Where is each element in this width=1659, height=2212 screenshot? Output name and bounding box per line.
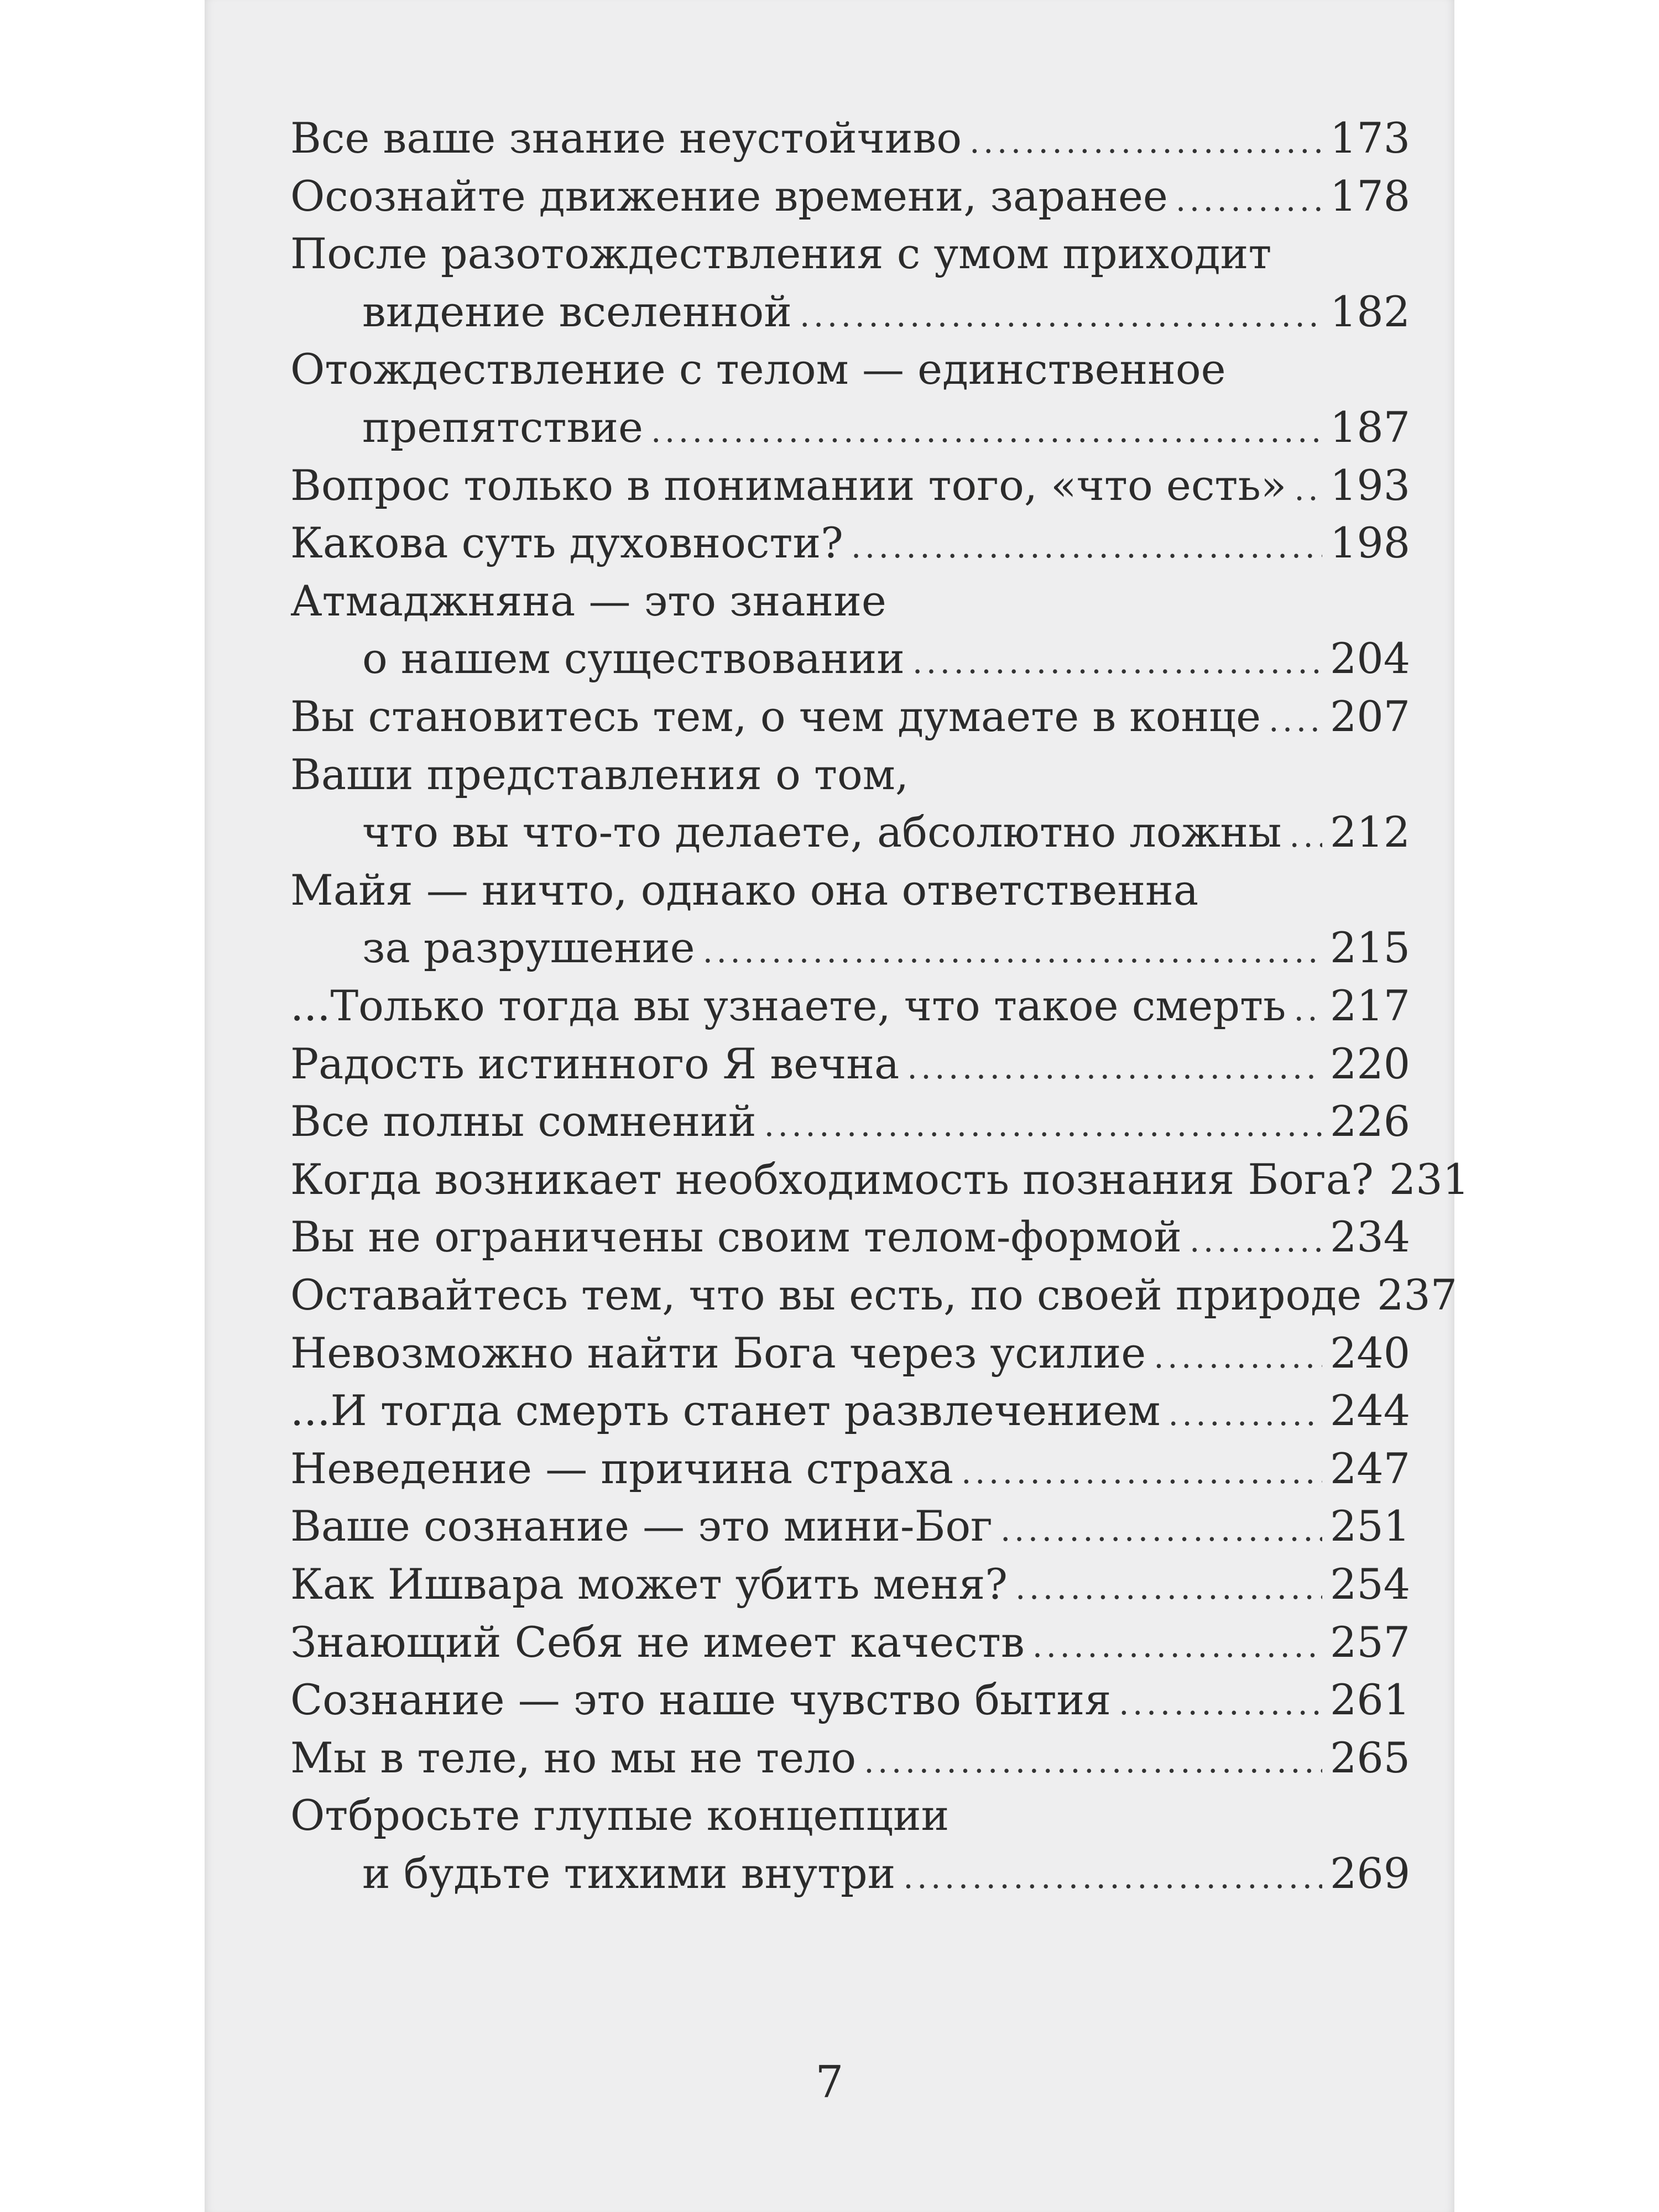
toc-entry-title: Все ваше знание неустойчиво: [290, 113, 962, 163]
toc-entry-title: Ваши представления о том,: [290, 750, 909, 799]
toc-entry-page: 254: [1330, 1559, 1411, 1609]
toc-entry-page: 261: [1330, 1675, 1411, 1724]
toc-entry: [290, 919, 1411, 977]
toc-entry: [290, 283, 1411, 341]
toc-entry-title: Осознайте движение времени, заранее: [290, 171, 1168, 221]
toc-entry: [290, 1208, 1411, 1266]
toc-entry-page: 198: [1330, 518, 1411, 567]
toc-entry: [290, 1729, 1411, 1787]
toc-entry: [290, 688, 1411, 745]
dot-leader: [764, 1096, 1322, 1154]
toc-entry-page: 265: [1330, 1733, 1411, 1782]
toc-entry-title: Знающий Себя не имеет качеств: [290, 1618, 1025, 1667]
toc-entry: [290, 862, 1396, 919]
toc-entry: [290, 1671, 1411, 1729]
toc-entry-page: 178: [1330, 171, 1411, 221]
toc-entry: [290, 1035, 1411, 1093]
dot-leader: [1015, 1559, 1322, 1616]
toc-entry: [290, 1556, 1411, 1613]
table-of-contents: [205, 0, 1469, 2101]
dot-leader: [1168, 1385, 1322, 1443]
toc-entry: [290, 514, 1411, 572]
toc-entry: [290, 1614, 1411, 1671]
toc-entry-page: 231: [1389, 1155, 1469, 1204]
toc-entry-title: ...Только тогда вы узнаете, что такое смерть: [290, 981, 1286, 1030]
toc-entry-title: препятствие: [362, 403, 643, 452]
dot-leader: [1293, 980, 1322, 1038]
toc-entry: [290, 746, 1396, 804]
toc-entry-title: Атмаджняна — это знание: [290, 576, 886, 625]
toc-entry-title: Отождествление с телом — единственное: [290, 345, 1226, 394]
toc-entry: [290, 572, 1396, 630]
book-page: [205, 0, 1469, 2212]
dot-leader: [851, 518, 1322, 575]
dot-leader: [961, 1443, 1322, 1501]
toc-entry-title: Ваше сознание — это мини-Бог: [290, 1501, 993, 1551]
toc-entry: [290, 1382, 1411, 1439]
toc-entry-title: Оставайтесь тем, что вы есть, по своей природе: [290, 1270, 1362, 1319]
dot-leader: [1190, 1212, 1322, 1269]
toc-entry-title: Вопрос только в понимании того, «что есть»: [290, 461, 1287, 510]
toc-entry-page: 207: [1330, 692, 1411, 741]
toc-entry-page: 251: [1330, 1501, 1411, 1551]
toc-entry-title: Мы в теле, но мы не тело: [290, 1733, 857, 1782]
dot-leader: [1032, 1617, 1322, 1674]
toc-entry-page: 237: [1377, 1270, 1458, 1319]
dot-leader: [651, 402, 1322, 460]
toc-entry: [290, 1266, 1458, 1324]
toc-entry: [290, 977, 1411, 1035]
toc-entry-page: 182: [1330, 287, 1411, 336]
toc-entry: [290, 1324, 1411, 1382]
toc-entry-page: 234: [1330, 1212, 1411, 1261]
dot-leader: [912, 633, 1322, 691]
toc-entry-page: 204: [1330, 634, 1411, 683]
toc-entry-page: 240: [1330, 1328, 1411, 1378]
dot-leader: [1294, 460, 1322, 518]
toc-entry-page: 217: [1330, 981, 1411, 1030]
dot-leader: [1000, 1501, 1322, 1558]
toc-entry: [290, 341, 1396, 398]
toc-entry-title: что вы что-то делаете, абсолютно ложны: [362, 807, 1282, 857]
toc-entry: [290, 1151, 1469, 1208]
dot-leader: [800, 286, 1322, 344]
dot-leader: [907, 1039, 1322, 1096]
toc-entry-title: видение вселенной: [362, 287, 792, 336]
toc-entry: [290, 630, 1411, 687]
toc-entry-title: Сознание — это наше чувство бытия: [290, 1675, 1112, 1724]
toc-entry: [290, 168, 1411, 225]
toc-entry-page: 212: [1330, 807, 1411, 857]
toc-entry-title: Невозможно найти Бога через усилие: [290, 1328, 1146, 1378]
toc-entry: [290, 109, 1411, 167]
toc-entry-page: 173: [1330, 113, 1411, 163]
toc-entry-title: Какова суть духовности?: [290, 518, 843, 567]
toc-entry-page: 220: [1330, 1039, 1411, 1088]
toc-entry-page: 187: [1330, 403, 1411, 452]
toc-entry: [290, 1093, 1411, 1150]
toc-entry-page: 244: [1330, 1386, 1411, 1435]
toc-entry-page: 215: [1330, 923, 1411, 972]
toc-entry: [290, 225, 1396, 283]
toc-entry-title: за разрушение: [362, 923, 695, 972]
toc-entry-title: Вы не ограничены своим телом-формой: [290, 1212, 1182, 1261]
toc-entry: [290, 804, 1411, 861]
dot-leader: [1119, 1674, 1322, 1732]
toc-entry-title: Отбросьте глупые концепции: [290, 1791, 950, 1840]
toc-entry-page: 193: [1330, 461, 1411, 510]
toc-entry: [290, 1845, 1411, 1902]
toc-entry-page: 257: [1330, 1618, 1411, 1667]
toc-entry-title: о нашем существовании: [362, 634, 905, 683]
dot-leader: [1290, 807, 1322, 864]
toc-entry-title: Когда возникает необходимость познания Бога?: [290, 1155, 1374, 1204]
dot-leader: [903, 1848, 1322, 1906]
toc-entry: [290, 1498, 1411, 1555]
toc-entry: [290, 399, 1411, 456]
dot-leader: [969, 113, 1322, 170]
toc-entry: [290, 457, 1411, 514]
dot-leader: [1176, 171, 1322, 228]
toc-entry-title: Радость истинного Я вечна: [290, 1039, 900, 1088]
page-number: 7: [815, 2056, 844, 2107]
toc-entry-page: 247: [1330, 1444, 1411, 1493]
toc-entry-page: 226: [1330, 1097, 1411, 1146]
toc-entry-page: 269: [1330, 1849, 1411, 1898]
toc-entry-title: ...И тогда смерть станет развлечением: [290, 1386, 1161, 1435]
toc-entry-title: Неведение — причина страха: [290, 1444, 954, 1493]
dot-leader: [864, 1733, 1322, 1790]
toc-entry-title: и будьте тихими внутри: [362, 1849, 896, 1898]
toc-entry-title: Вы становитесь тем, о чем думаете в конце: [290, 692, 1261, 741]
toc-entry: [290, 1787, 1396, 1844]
toc-entry-title: После разотождествления с умом приходит: [290, 229, 1272, 278]
dot-leader: [703, 922, 1322, 980]
dot-leader: [1154, 1328, 1322, 1385]
toc-entry-title: Как Ишвара может убить меня?: [290, 1559, 1008, 1609]
toc-entry: [290, 1440, 1411, 1498]
dot-leader: [1269, 691, 1322, 749]
toc-entry-title: Майя — ничто, однако она ответственна: [290, 865, 1199, 915]
toc-entry-title: Все полны сомнений: [290, 1097, 757, 1146]
